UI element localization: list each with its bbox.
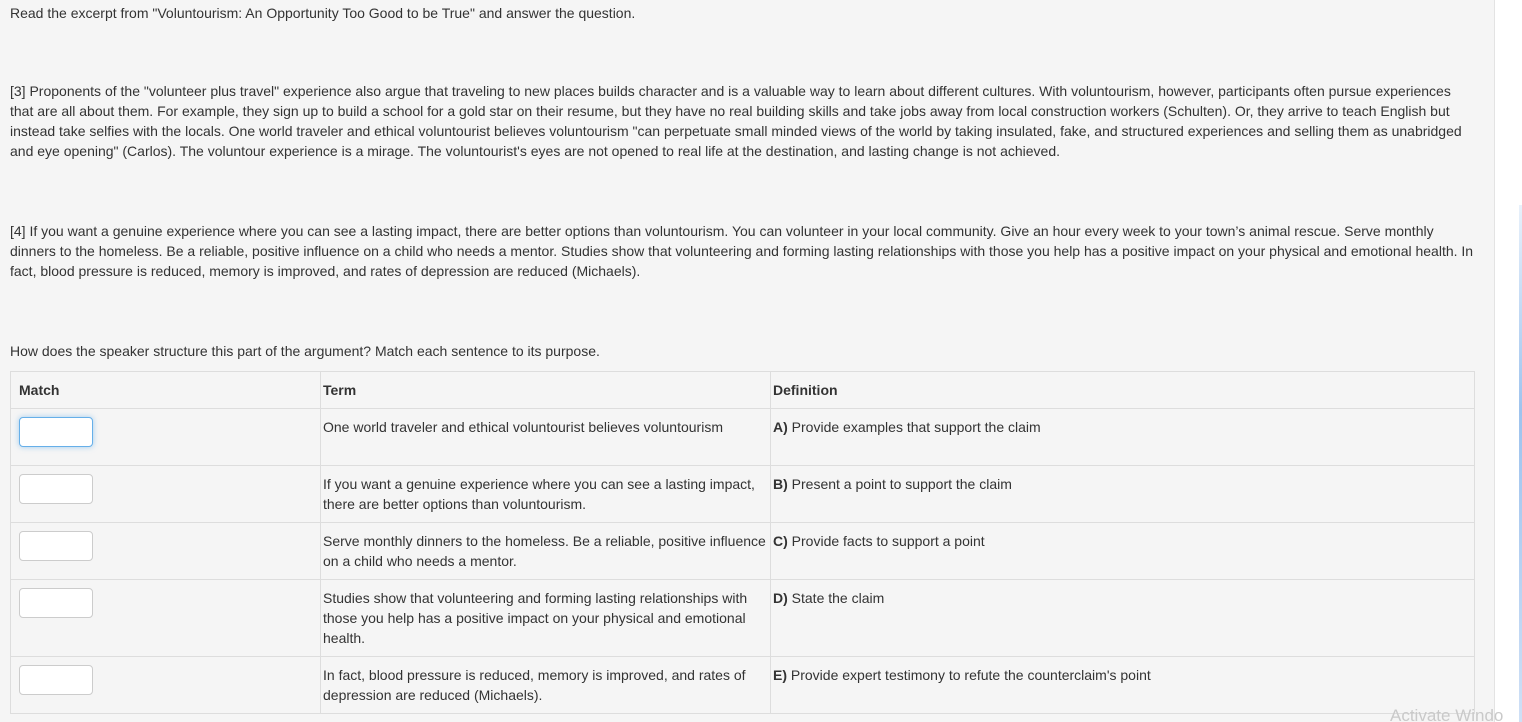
definition-letter: C) bbox=[773, 533, 788, 549]
match-input-1[interactable] bbox=[19, 417, 93, 447]
definition-cell bbox=[771, 409, 1475, 466]
definition-cell bbox=[771, 523, 1475, 580]
match-cell bbox=[11, 657, 321, 714]
match-cell bbox=[11, 523, 321, 580]
question-prompt: How does the speaker structure this part of the argument? Match each sentence to its purpose. bbox=[10, 343, 600, 359]
table-row bbox=[11, 523, 1475, 580]
table-row bbox=[11, 409, 1475, 466]
term-cell: In fact, blood pressure is reduced, memory is improved, and rates of depression are reduced (Michaels). bbox=[321, 657, 771, 714]
matching-table bbox=[10, 371, 1475, 714]
window-right-edge bbox=[1494, 0, 1522, 722]
match-cell bbox=[11, 466, 321, 523]
definition-text: Provide expert testimony to refute the counterclaim's point bbox=[787, 667, 1151, 683]
excerpt-paragraph-4: [4] If you want a genuine experience where you can see a lasting impact, there are better options than voluntourism. You can volunteer in your local community. Give an hour every week to your town’s animal rescue. Serve monthly dinners to the homeless. Be a reliable, positive influence on a child who needs a mentor. Studies show that volunteering and forming lasting relationships with those you help has a positive impact on your physical and emotional health. In fact, blood pressure is reduced, memory is improved, and rates of depression are reduced (Michaels). bbox=[10, 223, 1474, 279]
definition-cell bbox=[771, 580, 1475, 657]
match-cell bbox=[11, 580, 321, 657]
definition-letter: A) bbox=[773, 419, 788, 435]
excerpt-paragraph-3: [3] Proponents of the "volunteer plus travel" experience also argue that traveling to new places builds character and is a valuable way to learn about different cultures. With voluntourism, however, participants often pursue experiences that are all about them. For example, they sign up to build a school for a gold star on their resume, but they have no real building skills and take jobs away from local construction workers (Schulten). Or, they arrive to teach English but instead take selfies with the locals. One world traveler and ethical voluntourist believes voluntourism "can perpetuate small minded views of the world by taking insulated, fake, and structured experiences and selling them as unabridged and eye opening" (Carlos). The voluntour experience is a mirage. The voluntourist's eyes are not opened to real life at the destination, and lasting change is not achieved. bbox=[10, 83, 1462, 159]
definition-text: Provide examples that support the claim bbox=[787, 419, 1041, 435]
definition-letter: E) bbox=[773, 667, 787, 683]
activation-watermark: Activate Windo bbox=[1390, 706, 1504, 722]
definition-text: Provide facts to support a point bbox=[787, 533, 985, 549]
header-match: Match bbox=[11, 372, 321, 409]
match-input-2[interactable] bbox=[19, 474, 93, 504]
definition-text: Present a point to support the claim bbox=[787, 476, 1012, 492]
table-row bbox=[11, 580, 1475, 657]
match-input-3[interactable] bbox=[19, 531, 93, 561]
definition-cell bbox=[771, 657, 1475, 714]
header-term: Term bbox=[321, 372, 771, 409]
instructions-text: Read the excerpt from "Voluntourism: An Opportunity Too Good to be True" and answer the question. bbox=[10, 5, 636, 21]
match-cell bbox=[11, 409, 321, 466]
definition-text: State the claim bbox=[787, 590, 885, 606]
term-cell: Studies show that volunteering and forming lasting relationships with those you help has a positive impact on your physical and emotional health. bbox=[321, 580, 771, 657]
header-definition: Definition bbox=[771, 372, 1475, 409]
table-header-row bbox=[11, 372, 1475, 409]
term-cell: If you want a genuine experience where you can see a lasting impact, there are better options than voluntourism. bbox=[321, 466, 771, 523]
table-row bbox=[11, 657, 1475, 714]
definition-cell bbox=[771, 466, 1475, 523]
table-row bbox=[11, 466, 1475, 523]
term-cell: Serve monthly dinners to the homeless. Be a reliable, positive influence on a child who needs a mentor. bbox=[321, 523, 771, 580]
match-input-4[interactable] bbox=[19, 588, 93, 618]
match-input-5[interactable] bbox=[19, 665, 93, 695]
definition-letter: D) bbox=[773, 590, 788, 606]
definition-letter: B) bbox=[773, 476, 788, 492]
term-cell: One world traveler and ethical voluntourist believes voluntourism bbox=[321, 409, 771, 466]
